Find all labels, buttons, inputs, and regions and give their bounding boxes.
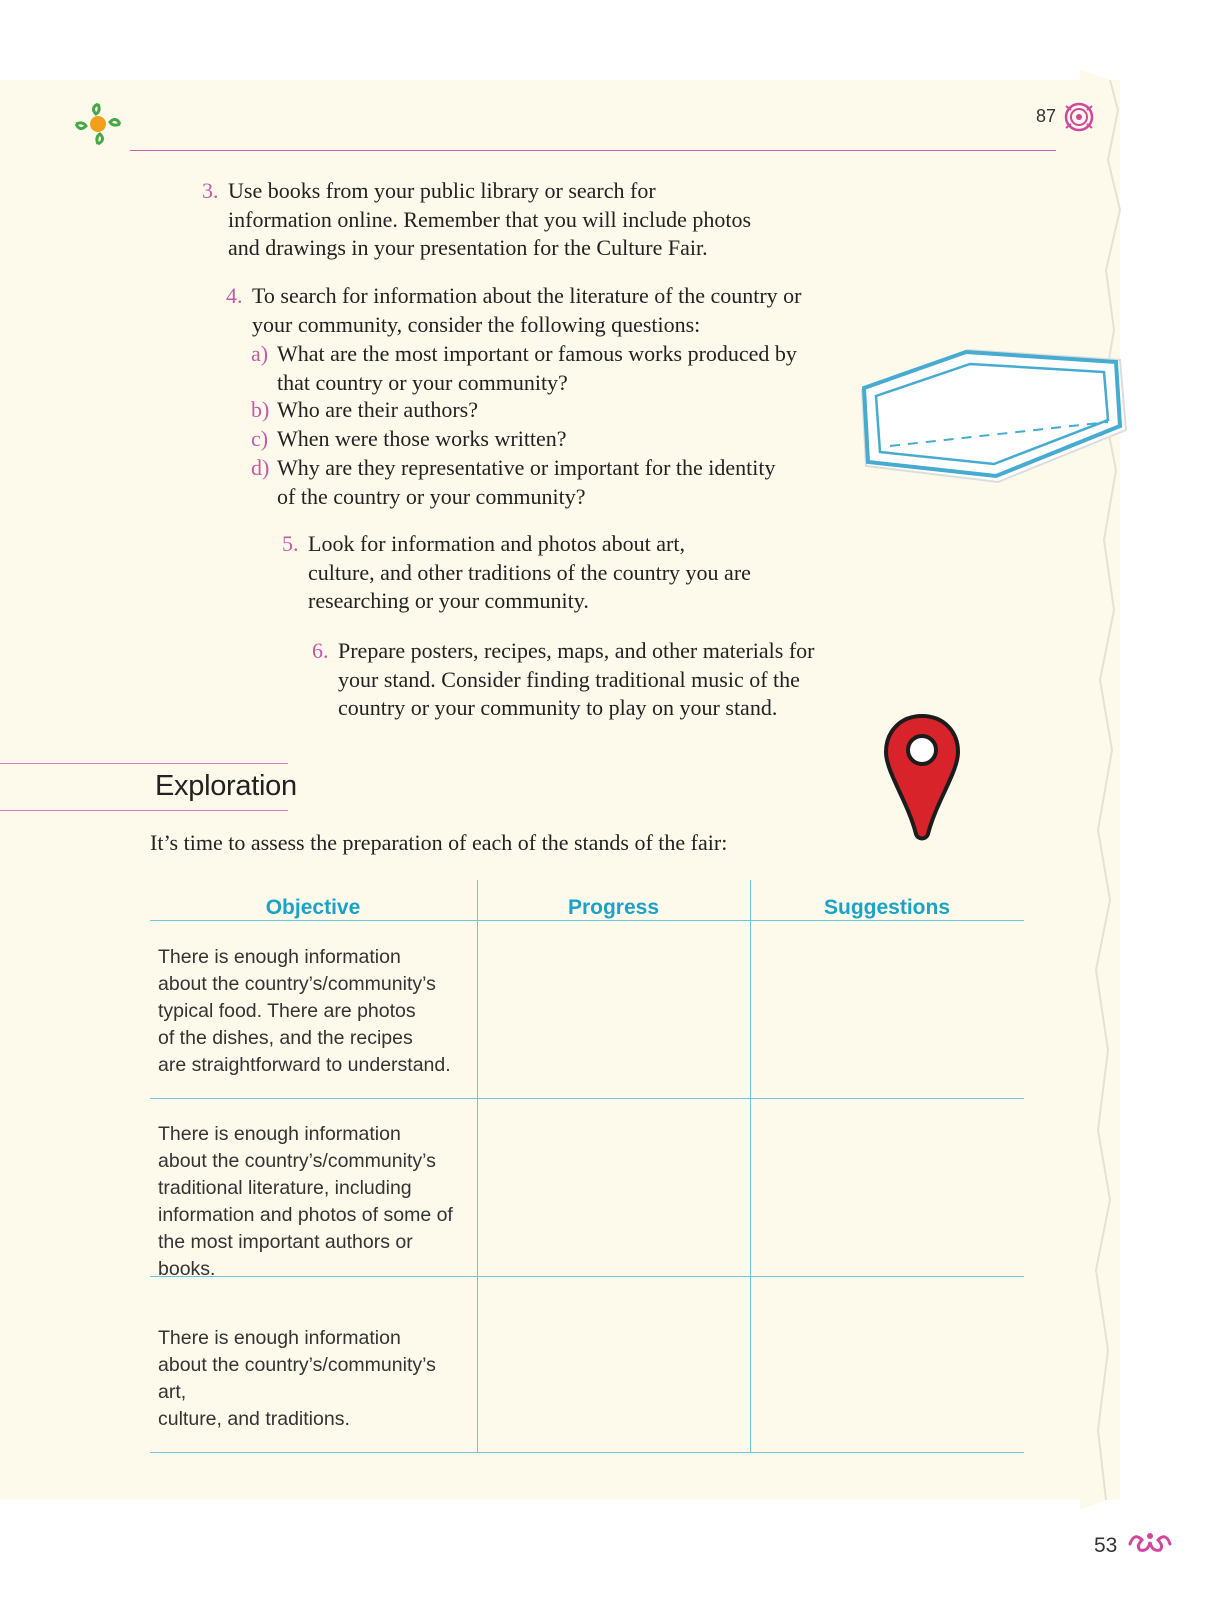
item-number: 3. xyxy=(202,178,219,203)
sub-item-letter: d) xyxy=(251,455,270,480)
table-row-1-suggestions[interactable] xyxy=(753,922,1023,1096)
cell-line: There is enough information xyxy=(158,946,401,968)
sub-item-letter: b) xyxy=(251,397,270,422)
table-row-3-progress[interactable] xyxy=(480,1278,748,1450)
cell-line: typical food. There are photos xyxy=(158,1000,416,1022)
column-header-suggestions: Suggestions xyxy=(823,896,950,919)
item-line: your stand. Consider finding traditional music of the xyxy=(338,666,800,692)
item-line: culture, and other traditions of the country you are xyxy=(308,559,751,585)
sub-item-line: that country or your community? xyxy=(277,369,568,395)
cell-line: about the country’s/community’s art, xyxy=(158,1354,436,1403)
table-row-3-objective xyxy=(158,1325,458,1433)
column-divider xyxy=(750,880,751,1452)
cell-line: are straightforward to understand. xyxy=(158,1054,451,1076)
table-row-3-suggestions[interactable] xyxy=(753,1278,1023,1450)
table-row-2-objective xyxy=(158,1121,458,1283)
item-line: your community, consider the following questions: xyxy=(252,311,701,337)
page-reference: 87 xyxy=(1036,106,1057,126)
cell-line: There is enough information xyxy=(158,1123,401,1145)
list-item-3 xyxy=(202,177,752,263)
list-item-5 xyxy=(282,530,751,616)
item-number: 5. xyxy=(282,531,299,556)
sub-item-a xyxy=(251,340,797,397)
swirl-ornament-icon xyxy=(1126,1528,1174,1558)
cell-line: the most important authors or books. xyxy=(158,1231,413,1280)
sub-item-line: What are the most important or famous works produced by xyxy=(277,341,797,366)
sub-item-c xyxy=(251,425,567,454)
table-row-2-suggestions[interactable] xyxy=(753,1100,1023,1274)
column-header-objective: Objective xyxy=(265,896,361,919)
header-divider xyxy=(150,920,1024,921)
cell-line: information and photos of some of xyxy=(158,1204,453,1226)
cell-line: about the country’s/community’s xyxy=(158,1150,436,1172)
item-line: To search for information about the literature of the country or xyxy=(252,283,802,308)
flower-logo-icon xyxy=(72,100,124,152)
section-title: Exploration xyxy=(155,770,297,802)
item-line: Prepare posters, recipes, maps, and other materials for xyxy=(338,638,815,663)
sub-item-line: of the country or your community? xyxy=(277,483,586,509)
column-header-progress: Progress xyxy=(567,896,660,919)
cell-line: culture, and traditions. xyxy=(158,1408,350,1430)
sub-item-letter: c) xyxy=(251,426,269,451)
sub-item-line: When were those works written? xyxy=(277,426,567,451)
ticket-illustration xyxy=(858,340,1148,490)
row-divider xyxy=(150,1452,1024,1453)
column-divider xyxy=(477,880,478,1452)
header-rule xyxy=(130,150,1056,151)
cell-line: of the dishes, and the recipes xyxy=(158,1027,413,1049)
cell-line: about the country’s/community’s xyxy=(158,973,436,995)
table-row-2-progress[interactable] xyxy=(480,1100,748,1274)
page-number: 53 xyxy=(1094,1534,1118,1557)
table-row-1-progress[interactable] xyxy=(480,922,748,1096)
spiral-ornament-icon xyxy=(1062,100,1096,134)
table-row-1-objective xyxy=(158,944,458,1079)
torn-paper-edge xyxy=(1080,70,1160,1510)
list-item-6 xyxy=(312,637,815,723)
cell-line: traditional literature, including xyxy=(158,1177,412,1199)
item-number: 4. xyxy=(226,283,243,308)
sub-item-line: Why are they representative or important for the identity xyxy=(277,455,776,480)
item-line: and drawings in your presentation for the Culture Fair. xyxy=(228,235,708,260)
item-line: Use books from your public library or search for xyxy=(228,178,656,203)
item-line: Look for information and photos about art, xyxy=(308,531,685,556)
cell-line: There is enough information xyxy=(158,1327,401,1349)
map-pin-icon xyxy=(882,712,962,842)
sub-item-letter: a) xyxy=(251,341,269,366)
sub-item-b xyxy=(251,396,478,425)
exploration-rule-bottom xyxy=(0,810,288,811)
sub-item-d xyxy=(251,454,776,511)
item-number: 6. xyxy=(312,638,329,663)
item-line: country or your community to play on your stand. xyxy=(338,695,778,720)
item-line: researching or your community. xyxy=(308,588,589,613)
exploration-rule-top xyxy=(0,763,288,764)
item-line: information online. Remember that you will include photos xyxy=(228,206,752,232)
intro-text: It’s time to assess the preparation of each of the stands of the fair: xyxy=(150,830,728,855)
list-item-4 xyxy=(226,282,802,339)
row-divider xyxy=(150,1098,1024,1099)
sub-item-line: Who are their authors? xyxy=(277,397,478,422)
